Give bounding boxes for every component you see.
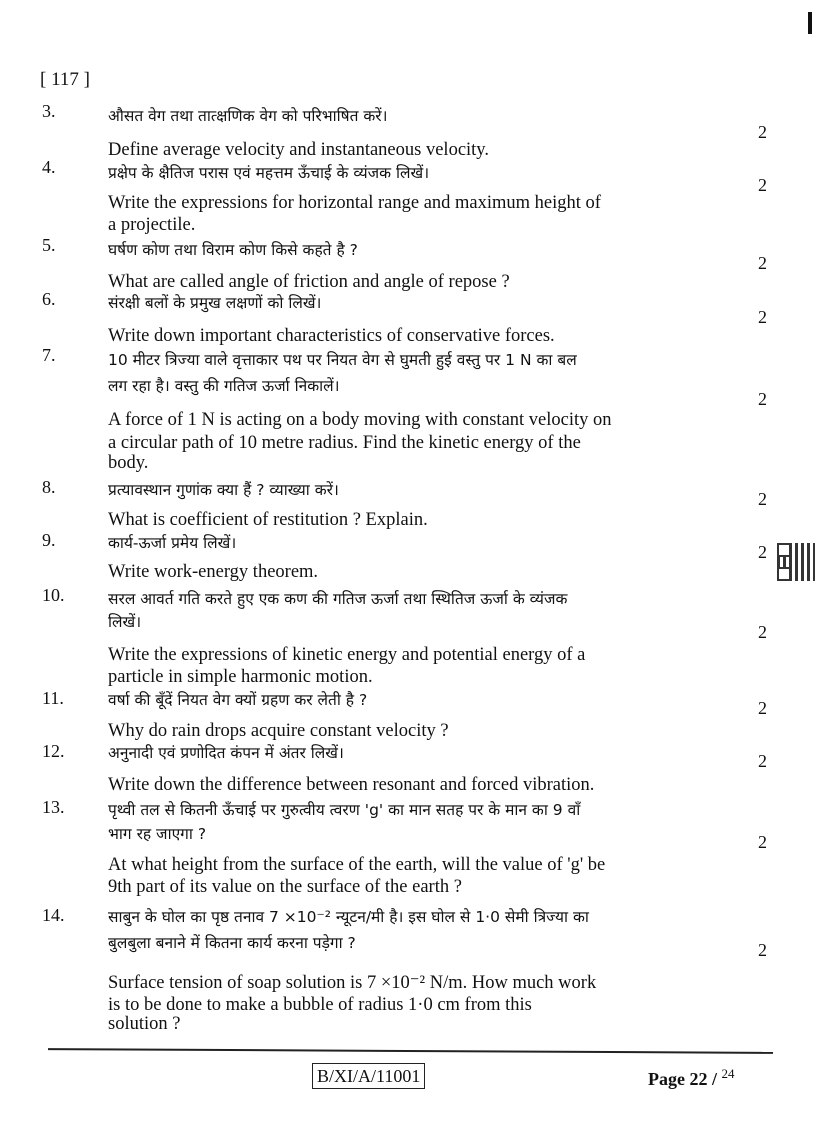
question-hindi: संरक्षी बलों के प्रमुख लक्षणों को लिखें। xyxy=(108,294,322,312)
question-number: 5. xyxy=(42,235,56,255)
question-english: a circular path of 10 metre radius. Find the kinetic energy of the xyxy=(108,433,581,453)
question-marks: 2 xyxy=(758,622,767,642)
question-number: 4. xyxy=(42,157,56,177)
question-english: Write the expressions of kinetic energy and potential energy of a xyxy=(108,645,586,665)
question-english: particle in simple harmonic motion. xyxy=(108,667,373,687)
question-number: 7. xyxy=(42,345,56,365)
question-hindi: साबुन के घोल का पृष्ठ तनाव 7 ×10⁻² न्यूटन/मी है। इस घोल से 1·0 सेमी त्रिज्या का xyxy=(108,908,589,926)
paper-code: B/XI/A/11001 xyxy=(312,1063,425,1089)
page-total: 24 xyxy=(721,1066,735,1081)
question-english: Write down important characteristics of conservative forces. xyxy=(108,326,555,346)
question-number: 9. xyxy=(42,530,56,550)
question-marks: 2 xyxy=(758,698,767,718)
question-hindi: 10 मीटर त्रिज्या वाले वृत्ताकार पथ पर नियत वेग से घुमती हुई वस्तु पर 1 N का बल xyxy=(108,351,577,369)
question-hindi: पृथ्वी तल से कितनी ऊँचाई पर गुरुत्वीय त्वरण 'g' का मान सतह पर के मान का 9 वाँ xyxy=(108,801,581,819)
page-code: [ 117 ] xyxy=(40,69,90,90)
question-english: What is coefficient of restitution ? Explain. xyxy=(108,510,428,530)
page-label: Page 22 / xyxy=(648,1069,722,1089)
question-hindi: लिखें। xyxy=(108,613,142,631)
question-hindi: प्रत्यावस्थान गुणांक क्या हैं ? व्याख्या करें। xyxy=(108,481,339,499)
question-number: 3. xyxy=(42,101,56,121)
question-hindi: अनुनादी एवं प्रणोदित कंपन में अंतर लिखें। xyxy=(108,744,344,762)
question-number: 13. xyxy=(42,797,65,817)
question-hindi: प्रक्षेप के क्षैतिज परास एवं महत्तम ऊँचाई के व्यंजक लिखें। xyxy=(108,164,430,182)
footer-divider xyxy=(48,1048,773,1054)
question-english: Write the expressions for horizontal range and maximum height of xyxy=(108,193,601,213)
question-hindi: भाग रह जाएगा ? xyxy=(108,825,207,843)
question-marks: 2 xyxy=(758,832,767,852)
question-marks: 2 xyxy=(758,175,767,195)
question-english: Define average velocity and instantaneous velocity. xyxy=(108,140,489,160)
question-marks: 2 xyxy=(758,940,767,960)
question-hindi: घर्षण कोण तथा विराम कोण किसे कहते है ? xyxy=(108,241,358,259)
question-number: 11. xyxy=(42,688,64,708)
question-english: Surface tension of soap solution is 7 ×10⁻² N/m. How much work xyxy=(108,973,597,993)
question-number: 12. xyxy=(42,741,65,761)
question-marks: 2 xyxy=(758,389,767,409)
question-english: a projectile. xyxy=(108,215,196,235)
question-english: What are called angle of friction and angle of repose ? xyxy=(108,272,510,292)
question-hindi: वर्षा की बूँदें नियत वेग क्यों ग्रहण कर लेती है ? xyxy=(108,691,368,709)
question-marks: 2 xyxy=(758,489,767,509)
question-marks: 2 xyxy=(758,122,767,142)
question-english: A force of 1 N is acting on a body moving with constant velocity on xyxy=(108,410,612,430)
question-english: Write work-energy theorem. xyxy=(108,562,319,582)
question-hindi: बुलबुला बनाने में कितना कार्य करना पड़ेगा ? xyxy=(108,934,356,952)
question-marks: 2 xyxy=(758,307,767,327)
question-marks: 2 xyxy=(758,253,767,273)
question-english: is to be done to make a bubble of radius 1·0 cm from this xyxy=(108,995,532,1015)
question-english: solution ? xyxy=(108,1014,181,1034)
question-marks: 2 xyxy=(758,542,767,562)
question-marks: 2 xyxy=(758,751,767,771)
question-number: 14. xyxy=(42,905,65,925)
question-english: Write down the difference between resonant and forced vibration. xyxy=(108,775,595,795)
page-number xyxy=(648,1066,735,1090)
question-hindi: लग रहा है। वस्तु की गतिज ऊर्जा निकालें। xyxy=(108,377,340,395)
question-hindi: सरल आवर्त गति करते हुए एक कण की गतिज ऊर्जा तथा स्थितिज ऊर्जा के व्यंजक xyxy=(108,590,568,608)
question-english: Why do rain drops acquire constant velocity ? xyxy=(108,721,449,741)
question-english: body. xyxy=(108,453,149,473)
question-hindi: औसत वेग तथा तात्क्षणिक वेग को परिभाषित करें। xyxy=(108,107,388,125)
question-number: 10. xyxy=(42,585,65,605)
question-hindi: कार्य-ऊर्जा प्रमेय लिखें। xyxy=(108,534,237,552)
question-english: At what height from the surface of the earth, will the value of 'g' be xyxy=(108,855,606,875)
question-english: 9th part of its value on the surface of the earth ? xyxy=(108,877,462,897)
qr-code-icon xyxy=(777,543,815,581)
scan-mark xyxy=(808,12,812,34)
question-number: 6. xyxy=(42,289,56,309)
question-number: 8. xyxy=(42,477,56,497)
